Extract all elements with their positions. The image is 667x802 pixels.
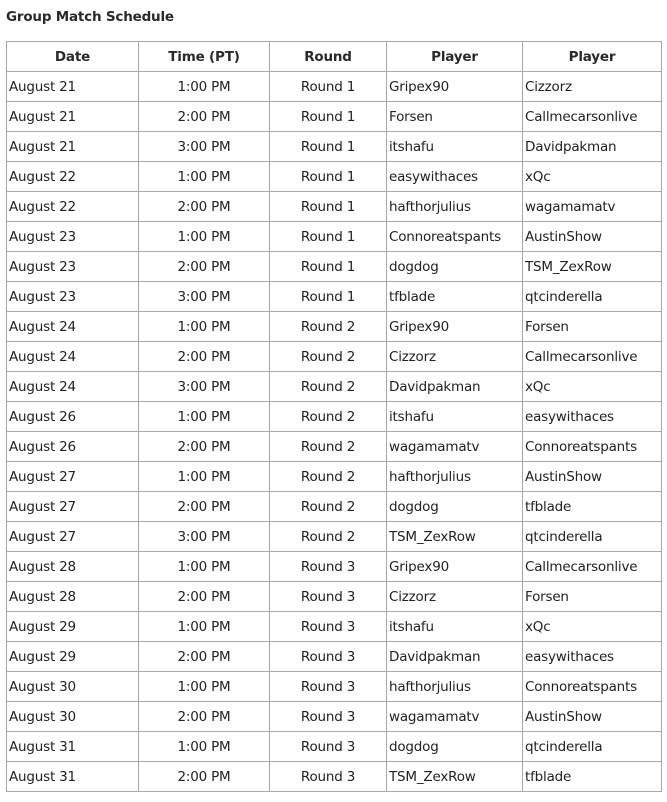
table-row [7,222,662,252]
cell-round: Round 1 [270,252,387,282]
cell-player-1: Forsen [387,102,523,132]
cell-player-2: xQc [523,162,662,192]
cell-date: August 23 [7,222,139,252]
cell-player-1: Connoreatspants [387,222,523,252]
table-row [7,252,662,282]
cell-player-1: TSM_ZexRow [387,522,523,552]
cell-player-2: Cizzorz [523,72,662,102]
schedule-table [6,41,662,792]
cell-date: August 26 [7,402,139,432]
cell-player-1: dogdog [387,252,523,282]
cell-round: Round 3 [270,762,387,792]
cell-time: 2:00 PM [139,642,270,672]
column-header-player-2: Player [523,42,662,72]
cell-player-1: hafthorjulius [387,462,523,492]
cell-date: August 30 [7,702,139,732]
cell-player-1: Gripex90 [387,312,523,342]
table-row [7,162,662,192]
cell-time: 3:00 PM [139,282,270,312]
column-header-round: Round [270,42,387,72]
cell-round: Round 2 [270,462,387,492]
column-header-date: Date [7,42,139,72]
cell-time: 1:00 PM [139,222,270,252]
cell-player-1: Davidpakman [387,372,523,402]
cell-round: Round 3 [270,732,387,762]
cell-round: Round 1 [270,222,387,252]
cell-time: 2:00 PM [139,762,270,792]
cell-player-2: TSM_ZexRow [523,252,662,282]
cell-round: Round 1 [270,192,387,222]
cell-time: 1:00 PM [139,612,270,642]
cell-round: Round 2 [270,372,387,402]
column-header-time: Time (PT) [139,42,270,72]
table-row [7,522,662,552]
cell-date: August 27 [7,462,139,492]
cell-date: August 24 [7,342,139,372]
table-body [7,72,662,792]
cell-time: 1:00 PM [139,162,270,192]
cell-round: Round 2 [270,402,387,432]
cell-round: Round 2 [270,522,387,552]
cell-player-1: dogdog [387,732,523,762]
table-row [7,342,662,372]
cell-player-1: dogdog [387,492,523,522]
cell-player-2: easywithaces [523,402,662,432]
cell-time: 2:00 PM [139,252,270,282]
cell-round: Round 3 [270,612,387,642]
cell-player-1: Cizzorz [387,342,523,372]
cell-player-1: itshafu [387,132,523,162]
table-row [7,612,662,642]
table-row [7,672,662,702]
cell-player-2: Connoreatspants [523,432,662,462]
cell-time: 3:00 PM [139,522,270,552]
cell-date: August 24 [7,372,139,402]
cell-round: Round 2 [270,312,387,342]
table-row [7,312,662,342]
cell-player-2: AustinShow [523,222,662,252]
table-row [7,552,662,582]
cell-player-1: easywithaces [387,162,523,192]
cell-player-1: wagamamatv [387,432,523,462]
cell-date: August 23 [7,252,139,282]
cell-player-1: wagamamatv [387,702,523,732]
cell-player-2: wagamamatv [523,192,662,222]
cell-round: Round 3 [270,552,387,582]
cell-date: August 23 [7,282,139,312]
cell-round: Round 1 [270,72,387,102]
cell-player-1: TSM_ZexRow [387,762,523,792]
cell-player-2: Forsen [523,312,662,342]
cell-player-2: easywithaces [523,642,662,672]
cell-time: 2:00 PM [139,702,270,732]
cell-date: August 29 [7,642,139,672]
cell-time: 3:00 PM [139,132,270,162]
cell-time: 1:00 PM [139,552,270,582]
table-row [7,72,662,102]
cell-player-2: qtcinderella [523,732,662,762]
cell-player-2: Callmecarsonlive [523,552,662,582]
cell-player-2: Connoreatspants [523,672,662,702]
cell-time: 1:00 PM [139,672,270,702]
column-header-player-1: Player [387,42,523,72]
cell-player-2: Davidpakman [523,132,662,162]
cell-player-1: Gripex90 [387,72,523,102]
cell-player-2: AustinShow [523,462,662,492]
cell-date: August 26 [7,432,139,462]
cell-date: August 28 [7,552,139,582]
cell-date: August 21 [7,72,139,102]
table-row [7,402,662,432]
cell-player-2: xQc [523,372,662,402]
table-row [7,702,662,732]
cell-round: Round 3 [270,582,387,612]
cell-player-1: hafthorjulius [387,672,523,702]
cell-date: August 27 [7,492,139,522]
cell-date: August 28 [7,582,139,612]
cell-time: 2:00 PM [139,102,270,132]
table-row [7,582,662,612]
cell-player-2: tfblade [523,762,662,792]
cell-round: Round 2 [270,492,387,522]
cell-round: Round 1 [270,282,387,312]
table-row [7,282,662,312]
cell-player-1: tfblade [387,282,523,312]
cell-round: Round 1 [270,102,387,132]
cell-round: Round 3 [270,702,387,732]
cell-date: August 31 [7,762,139,792]
cell-time: 1:00 PM [139,732,270,762]
cell-date: August 24 [7,312,139,342]
table-row [7,462,662,492]
cell-player-2: qtcinderella [523,282,662,312]
cell-date: August 31 [7,732,139,762]
cell-player-2: xQc [523,612,662,642]
cell-time: 2:00 PM [139,432,270,462]
cell-round: Round 3 [270,642,387,672]
cell-round: Round 1 [270,132,387,162]
cell-time: 1:00 PM [139,402,270,432]
cell-date: August 22 [7,192,139,222]
cell-player-1: Davidpakman [387,642,523,672]
cell-player-2: Callmecarsonlive [523,102,662,132]
cell-player-1: itshafu [387,612,523,642]
cell-time: 2:00 PM [139,342,270,372]
cell-time: 2:00 PM [139,192,270,222]
cell-round: Round 2 [270,432,387,462]
cell-player-2: Callmecarsonlive [523,342,662,372]
table-row [7,132,662,162]
cell-date: August 21 [7,102,139,132]
cell-player-2: Forsen [523,582,662,612]
page-title: Group Match Schedule [6,9,174,25]
cell-round: Round 2 [270,342,387,372]
cell-date: August 21 [7,132,139,162]
cell-round: Round 3 [270,672,387,702]
cell-date: August 22 [7,162,139,192]
cell-player-2: tfblade [523,492,662,522]
table-row [7,642,662,672]
cell-date: August 27 [7,522,139,552]
table-row [7,432,662,462]
cell-player-1: hafthorjulius [387,192,523,222]
table-row [7,732,662,762]
cell-player-1: Cizzorz [387,582,523,612]
table-header-row [7,42,662,72]
table-row [7,192,662,222]
table-row [7,492,662,522]
cell-player-1: itshafu [387,402,523,432]
cell-time: 1:00 PM [139,312,270,342]
cell-time: 2:00 PM [139,582,270,612]
cell-round: Round 1 [270,162,387,192]
cell-date: August 30 [7,672,139,702]
cell-time: 2:00 PM [139,492,270,522]
table-row [7,762,662,792]
table-row [7,372,662,402]
cell-player-1: Gripex90 [387,552,523,582]
cell-time: 1:00 PM [139,72,270,102]
table-row [7,102,662,132]
cell-time: 1:00 PM [139,462,270,492]
cell-player-2: AustinShow [523,702,662,732]
cell-time: 3:00 PM [139,372,270,402]
cell-date: August 29 [7,612,139,642]
cell-player-2: qtcinderella [523,522,662,552]
